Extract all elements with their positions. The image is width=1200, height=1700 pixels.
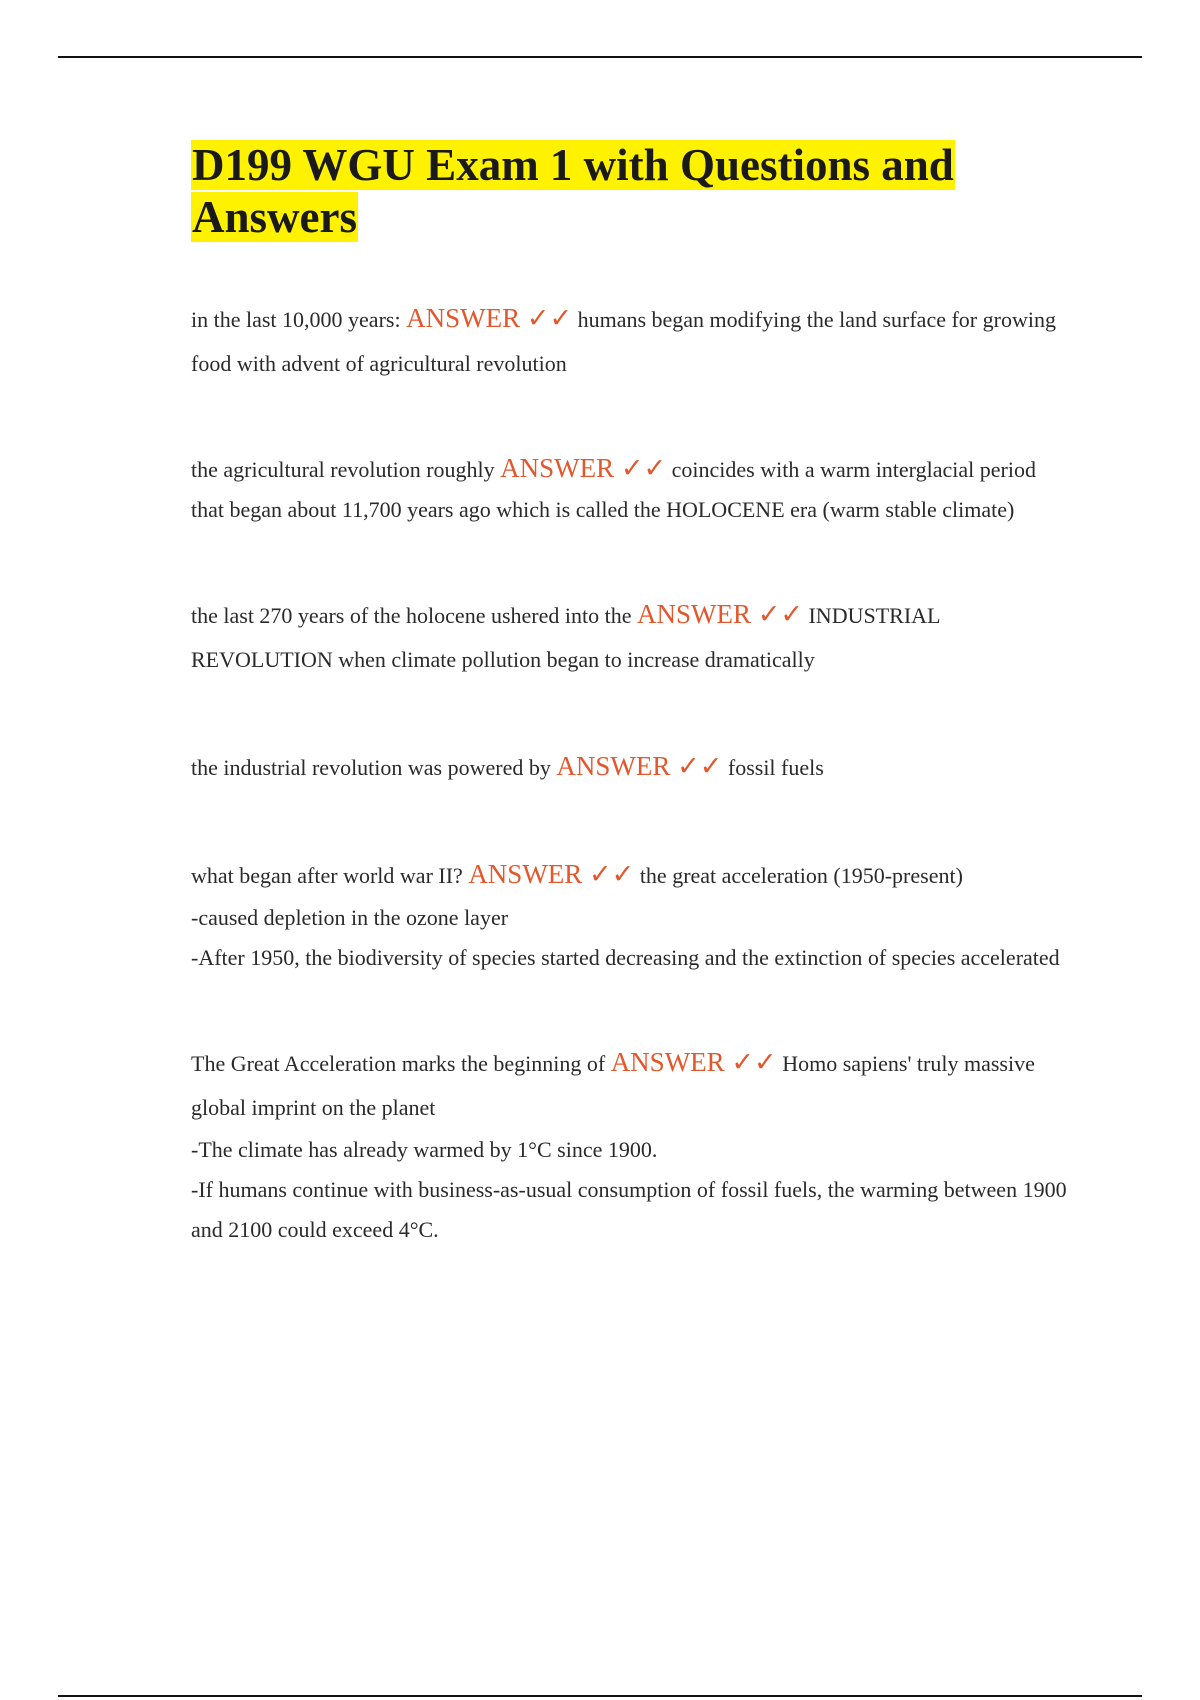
note-line: -The climate has already warmed by 1°C since 1900. xyxy=(191,1137,658,1162)
qa-text xyxy=(191,296,1071,386)
qa-text xyxy=(191,1040,1071,1130)
answer-marker: ANSWER ✓✓ xyxy=(636,599,803,629)
header-rule xyxy=(58,56,1142,58)
answer-marker: ANSWER ✓✓ xyxy=(468,859,635,889)
qa-item xyxy=(191,296,1071,386)
qa-item xyxy=(191,744,1071,790)
document-body xyxy=(191,139,1071,1250)
qa-text xyxy=(191,448,1071,530)
question-text: what began after world war II? xyxy=(191,863,463,888)
question-text: the last 270 years of the holocene ushered into the xyxy=(191,603,632,628)
question-text: the agricultural revolution roughly xyxy=(191,457,495,482)
question-text: in the last 10,000 years: xyxy=(191,307,401,332)
question-text: the industrial revolution was powered by xyxy=(191,755,551,780)
qa-item xyxy=(191,852,1071,978)
qa-text xyxy=(191,592,1071,682)
footer-rule xyxy=(58,1695,1142,1697)
qa-item xyxy=(191,592,1071,682)
document-title: D199 WGU Exam 1 with Questions and Answers xyxy=(192,140,954,242)
answer-marker: ANSWER ✓✓ xyxy=(500,453,667,483)
qa-item xyxy=(191,448,1071,530)
answer-marker: ANSWER ✓✓ xyxy=(556,751,723,781)
answer-marker: ANSWER ✓✓ xyxy=(610,1047,777,1077)
answer-text: INDUSTRIAL REVOLUTION when climate pollution began to increase dramatically xyxy=(191,603,940,672)
note-line: -If humans continue with business-as-usual consumption of fossil fuels, the warming between 1900 and 2100 could exceed 4°C. xyxy=(191,1177,1067,1242)
answer-text: coincides with a warm interglacial period that began about 11,700 years ago which is called the HOLOCENE era (warm stable climate) xyxy=(191,457,1036,522)
question-text: The Great Acceleration marks the beginning of xyxy=(191,1051,606,1076)
note-line: -caused depletion in the ozone layer xyxy=(191,905,509,930)
answer-text: the great acceleration (1950-present) xyxy=(639,863,963,888)
qa-text xyxy=(191,852,1071,898)
note-line: -After 1950, the biodiversity of species started decreasing and the extinction of species accelerated xyxy=(191,945,1060,970)
answer-text: fossil fuels xyxy=(727,755,824,780)
qa-text xyxy=(191,744,1071,790)
answer-text: humans began modifying the land surface for growing food with advent of agricultural revolution xyxy=(191,307,1056,376)
qa-item xyxy=(191,1040,1071,1250)
answer-marker: ANSWER ✓✓ xyxy=(406,303,573,333)
answer-text: Homo sapiens' truly massive global imprint on the planet xyxy=(191,1051,1035,1120)
